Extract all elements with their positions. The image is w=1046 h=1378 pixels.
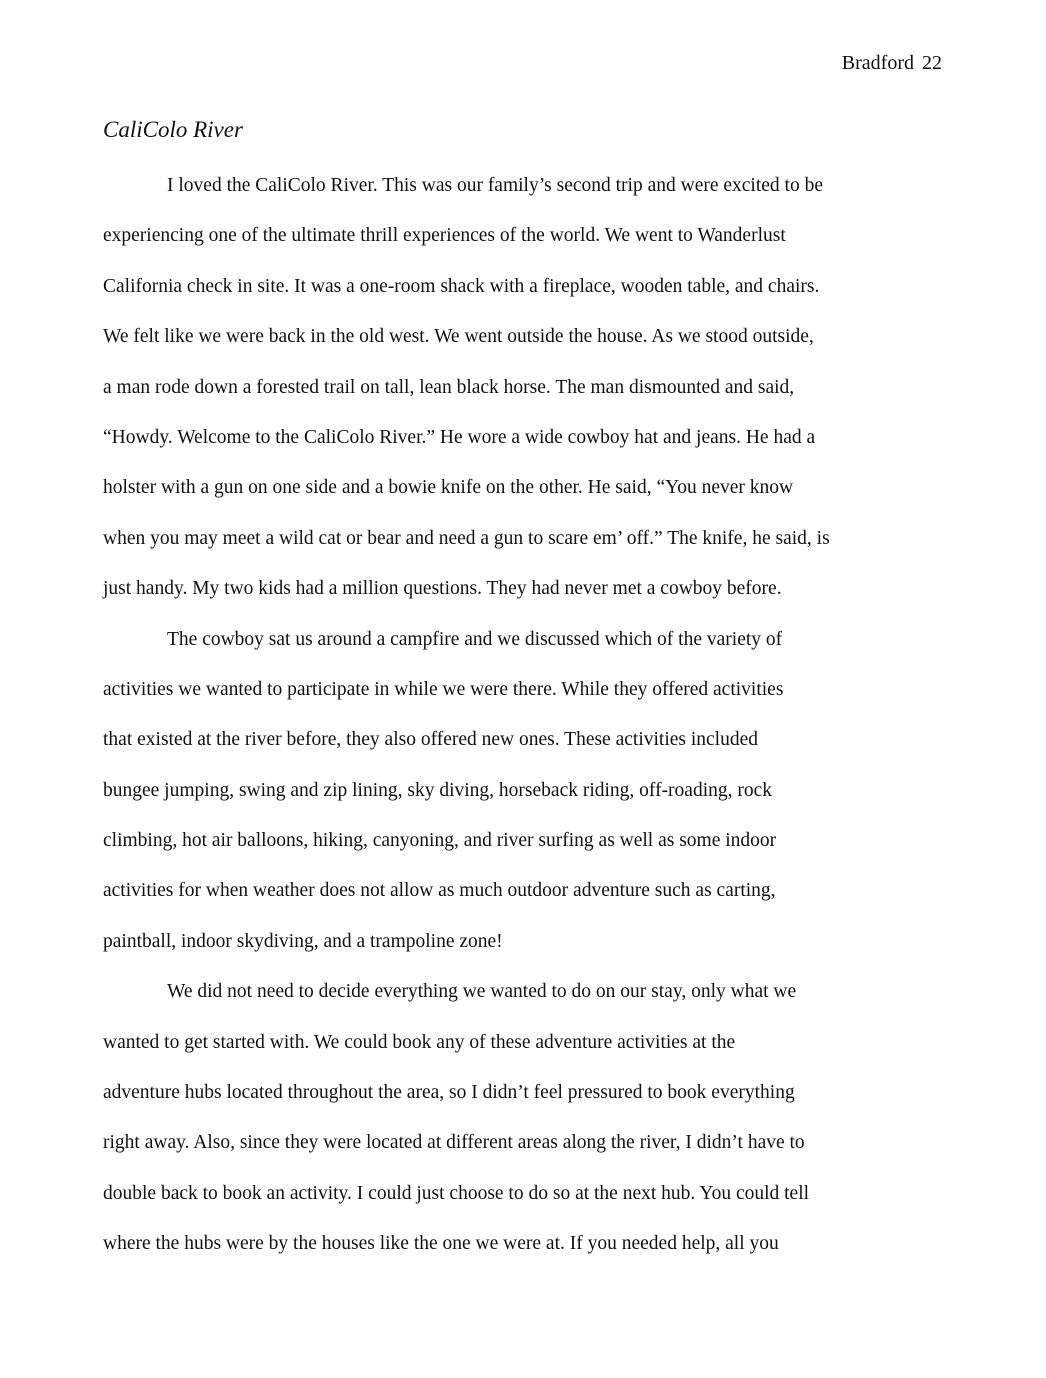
text-line: that existed at the river before, they also offered new ones. These activities included (103, 729, 759, 751)
text-line: We felt like we were back in the old west. We went outside the house. As we stood outside, (103, 326, 814, 348)
text-line: The cowboy sat us around a campfire and we discussed which of the variety of (167, 628, 783, 650)
text-line: right away. Also, since they were located at different areas along the river, I didn’t have to (103, 1132, 805, 1154)
text-line: I loved the CaliColo River. This was our family’s second trip and were excited to be (167, 175, 823, 196)
text-line: wanted to get started with. We could book any of these adventure activities at the (103, 1031, 736, 1053)
text-line: We did not need to decide everything we wanted to do on our stay, only what we (167, 981, 797, 1003)
body-text (103, 161, 945, 1270)
text-line: where the hubs were by the houses like the one we were at. If you needed help, all you (103, 1233, 779, 1255)
text-line: climbing, hot air balloons, hiking, canyoning, and river surfing as well as some indoor (103, 830, 777, 852)
text-line: holster with a gun on one side and a bowie knife on the other. He said, “You never know (103, 477, 794, 499)
text-line: when you may meet a wild cat or bear and need a gun to scare em’ off.” The knife, he said, is (103, 527, 830, 549)
text-line: paintball, indoor skydiving, and a trampoline zone! (103, 930, 503, 952)
text-line: “Howdy. Welcome to the CaliColo River.” He wore a wide cowboy hat and jeans. He had a (103, 426, 816, 448)
header-page-number: 22 (922, 52, 942, 74)
text-line: a man rode down a forested trail on tall, lean black horse. The man dismounted and said, (103, 376, 795, 398)
text-line: California check in site. It was a one-room shack with a fireplace, wooden table, and chairs. (103, 275, 820, 297)
text-line: double back to book an activity. I could just choose to do so at the next hub. You could tell (103, 1182, 810, 1204)
text-line: activities we wanted to participate in while we were there. While they offered activities (103, 678, 784, 700)
section-title: CaliColo River (103, 117, 243, 142)
text-line: adventure hubs located throughout the area, so I didn’t feel pressured to book everything (103, 1082, 795, 1104)
header-author: Bradford (841, 52, 914, 74)
text-line: just handy. My two kids had a million questions. They had never met a cowboy before. (103, 578, 782, 600)
text-line: activities for when weather does not allow as much outdoor adventure such as carting, (103, 880, 776, 902)
text-line: experiencing one of the ultimate thrill experiences of the world. We went to Wanderlust (103, 225, 786, 247)
text-line: bungee jumping, swing and zip lining, sky diving, horseback riding, off-roading, rock (103, 779, 773, 801)
running-header (842, 50, 942, 76)
